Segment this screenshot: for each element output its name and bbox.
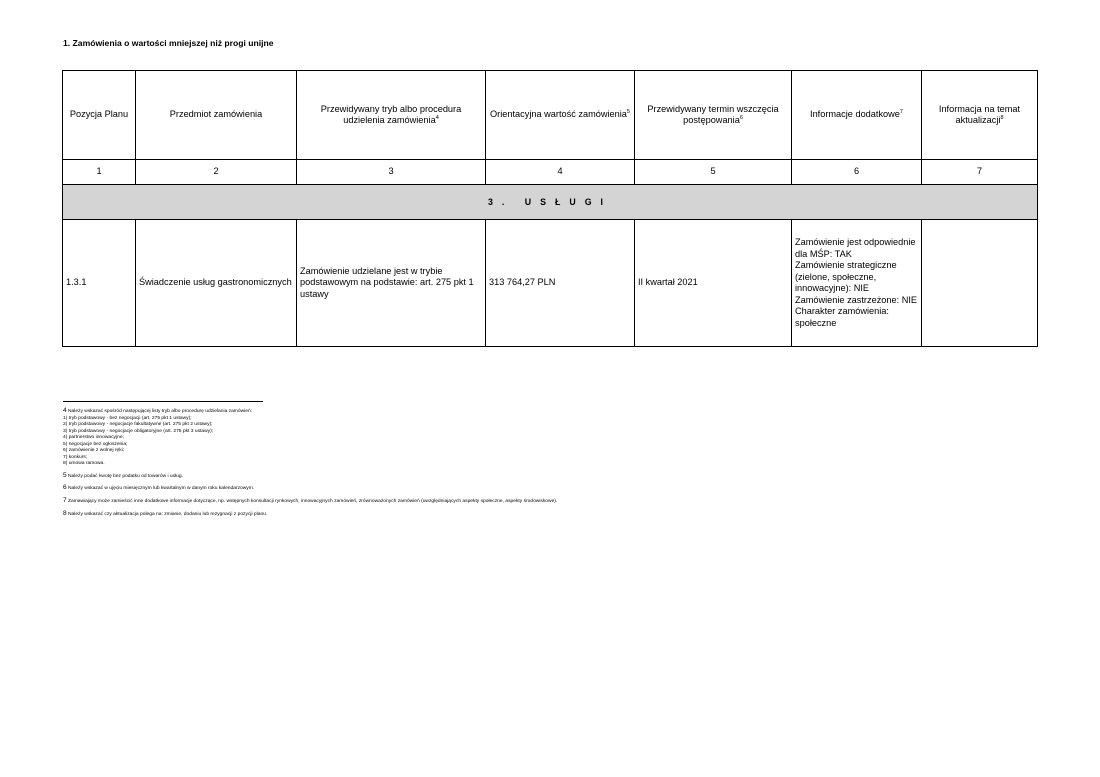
footnote-text: Zamawiający może zamieścić inne dodatkowe informacje dotyczące, np. wstępnych konsultacji rynkowych, innowacyjnych zamówień, zrównoważonych zamówień (uwzględniających aspekty społeczne, aspekty środowiskowe).	[67, 499, 558, 505]
column-number: 6	[792, 160, 922, 185]
footnote-7	[63, 498, 1043, 506]
table-row	[63, 220, 1038, 347]
footnote-list-item: 7) konkurs;	[63, 454, 88, 460]
page-title: 1. Zamówienia o wartości mniejszej niż progi unijne	[63, 38, 274, 48]
footnote-ref-5: 5	[626, 109, 630, 116]
procurement-plan-table	[62, 70, 1038, 347]
footnote-text: Należy podać kwotę bez podatku od towarów i usług.	[67, 473, 183, 479]
footnote-number: 8	[63, 509, 67, 517]
footnote-number: 7	[63, 497, 67, 505]
cell-subject: Świadczenie usług gastronomicznych	[136, 220, 297, 347]
column-number: 1	[63, 160, 136, 185]
cell-update-info	[922, 220, 1038, 347]
info-line: Zamówienie strategiczne (zielone, społeczne, innowacyjne): NIE	[795, 260, 897, 293]
footnote-list-item: 3) tryb podstawowy - negocjacje obligatoryjne (art. 275 pkt 3 ustawy);	[63, 428, 214, 434]
footnote-8	[63, 511, 1043, 519]
section-row	[63, 185, 1038, 220]
footnote-number: 5	[63, 471, 67, 479]
header-procedure: Przewidywany tryb albo procedura udzielenia zamówienia$^4$	[297, 71, 486, 160]
header-position: Pozycja Planu	[63, 71, 136, 160]
header-additional-info: Informacje dodatkowe$^7$	[792, 71, 922, 160]
footnote-ref-4: 4	[435, 114, 439, 121]
footnote-5	[63, 473, 1043, 481]
column-number: 3	[297, 160, 486, 185]
footnote-list-item: 6) zamówienie z wolnej ręki;	[63, 448, 125, 454]
footnote-list-item: 4) partnerstwo innowacyjne;	[63, 435, 124, 441]
footnote-ref-6: 6	[739, 114, 743, 121]
cell-value: 313 764,27 PLN	[486, 220, 635, 347]
table-header-row	[63, 71, 1038, 160]
cell-additional-info	[792, 220, 922, 347]
footnote-list-item: 5) negocjacje bez ogłoszenia;	[63, 441, 128, 447]
footnote-text: Należy wskazać czy aktualizacja polega na: zmianie, dodaniu lub rezygnacji z pozycji planu.	[67, 511, 268, 517]
column-number: 5	[635, 160, 792, 185]
column-number-row	[63, 160, 1038, 185]
footnote-4	[63, 408, 1043, 468]
column-number: 4	[486, 160, 635, 185]
cell-procedure: Zamówienie udzielane jest w trybie podstawowym na podstawie: art. 275 pkt 1 ustawy	[297, 220, 486, 347]
cell-term: II kwartał 2021	[635, 220, 792, 347]
header-subject: Przedmiot zamówienia	[136, 71, 297, 160]
footnote-text: Należy wskazać spośród następującej listy tryb albo procedurę udzielania zamówień:	[67, 409, 253, 414]
section-title: 3. USŁUGI	[63, 185, 1038, 220]
header-update-info: Informacja na temat aktualizacji$^8$	[922, 71, 1038, 160]
footnotes	[63, 408, 1043, 523]
footnote-text: Należy wskazać w ujęciu miesięcznym lub kwartalnym w danym roku kalendarzowym.	[67, 486, 255, 492]
header-term: Przewidywany termin wszczęcia postępowania$^6$	[635, 71, 792, 160]
footnote-6	[63, 485, 1043, 493]
header-value: Orientacyjna wartość zamówienia$^5$	[486, 71, 635, 160]
cell-position: 1.3.1	[63, 220, 136, 347]
column-number: 2	[136, 160, 297, 185]
footnote-ref-8: 8	[1000, 114, 1004, 121]
info-line: Charakter zamówienia: społeczne	[795, 306, 889, 328]
footnote-list-item: 1) tryb podstawowy - bez negocjacji (art. 275 pkt 1 ustawy);	[63, 415, 192, 421]
column-number: 7	[922, 160, 1038, 185]
footnote-number: 6	[63, 484, 67, 492]
footnote-divider	[63, 401, 263, 402]
footnote-number: 4	[63, 407, 67, 414]
info-line: Zamówienie zastrzeżone: NIE	[795, 294, 918, 305]
info-line: Zamówienie jest odpowiednie dla MŚP: TAK	[795, 237, 916, 259]
footnote-list-item: 2) tryb podstawowy - negocjacje fakultatywne (art. 275 pkt 2 ustawy);	[63, 422, 213, 428]
footnote-list-item: 8) umowa ramowa.	[63, 461, 105, 467]
footnote-ref-7: 7	[899, 109, 903, 116]
